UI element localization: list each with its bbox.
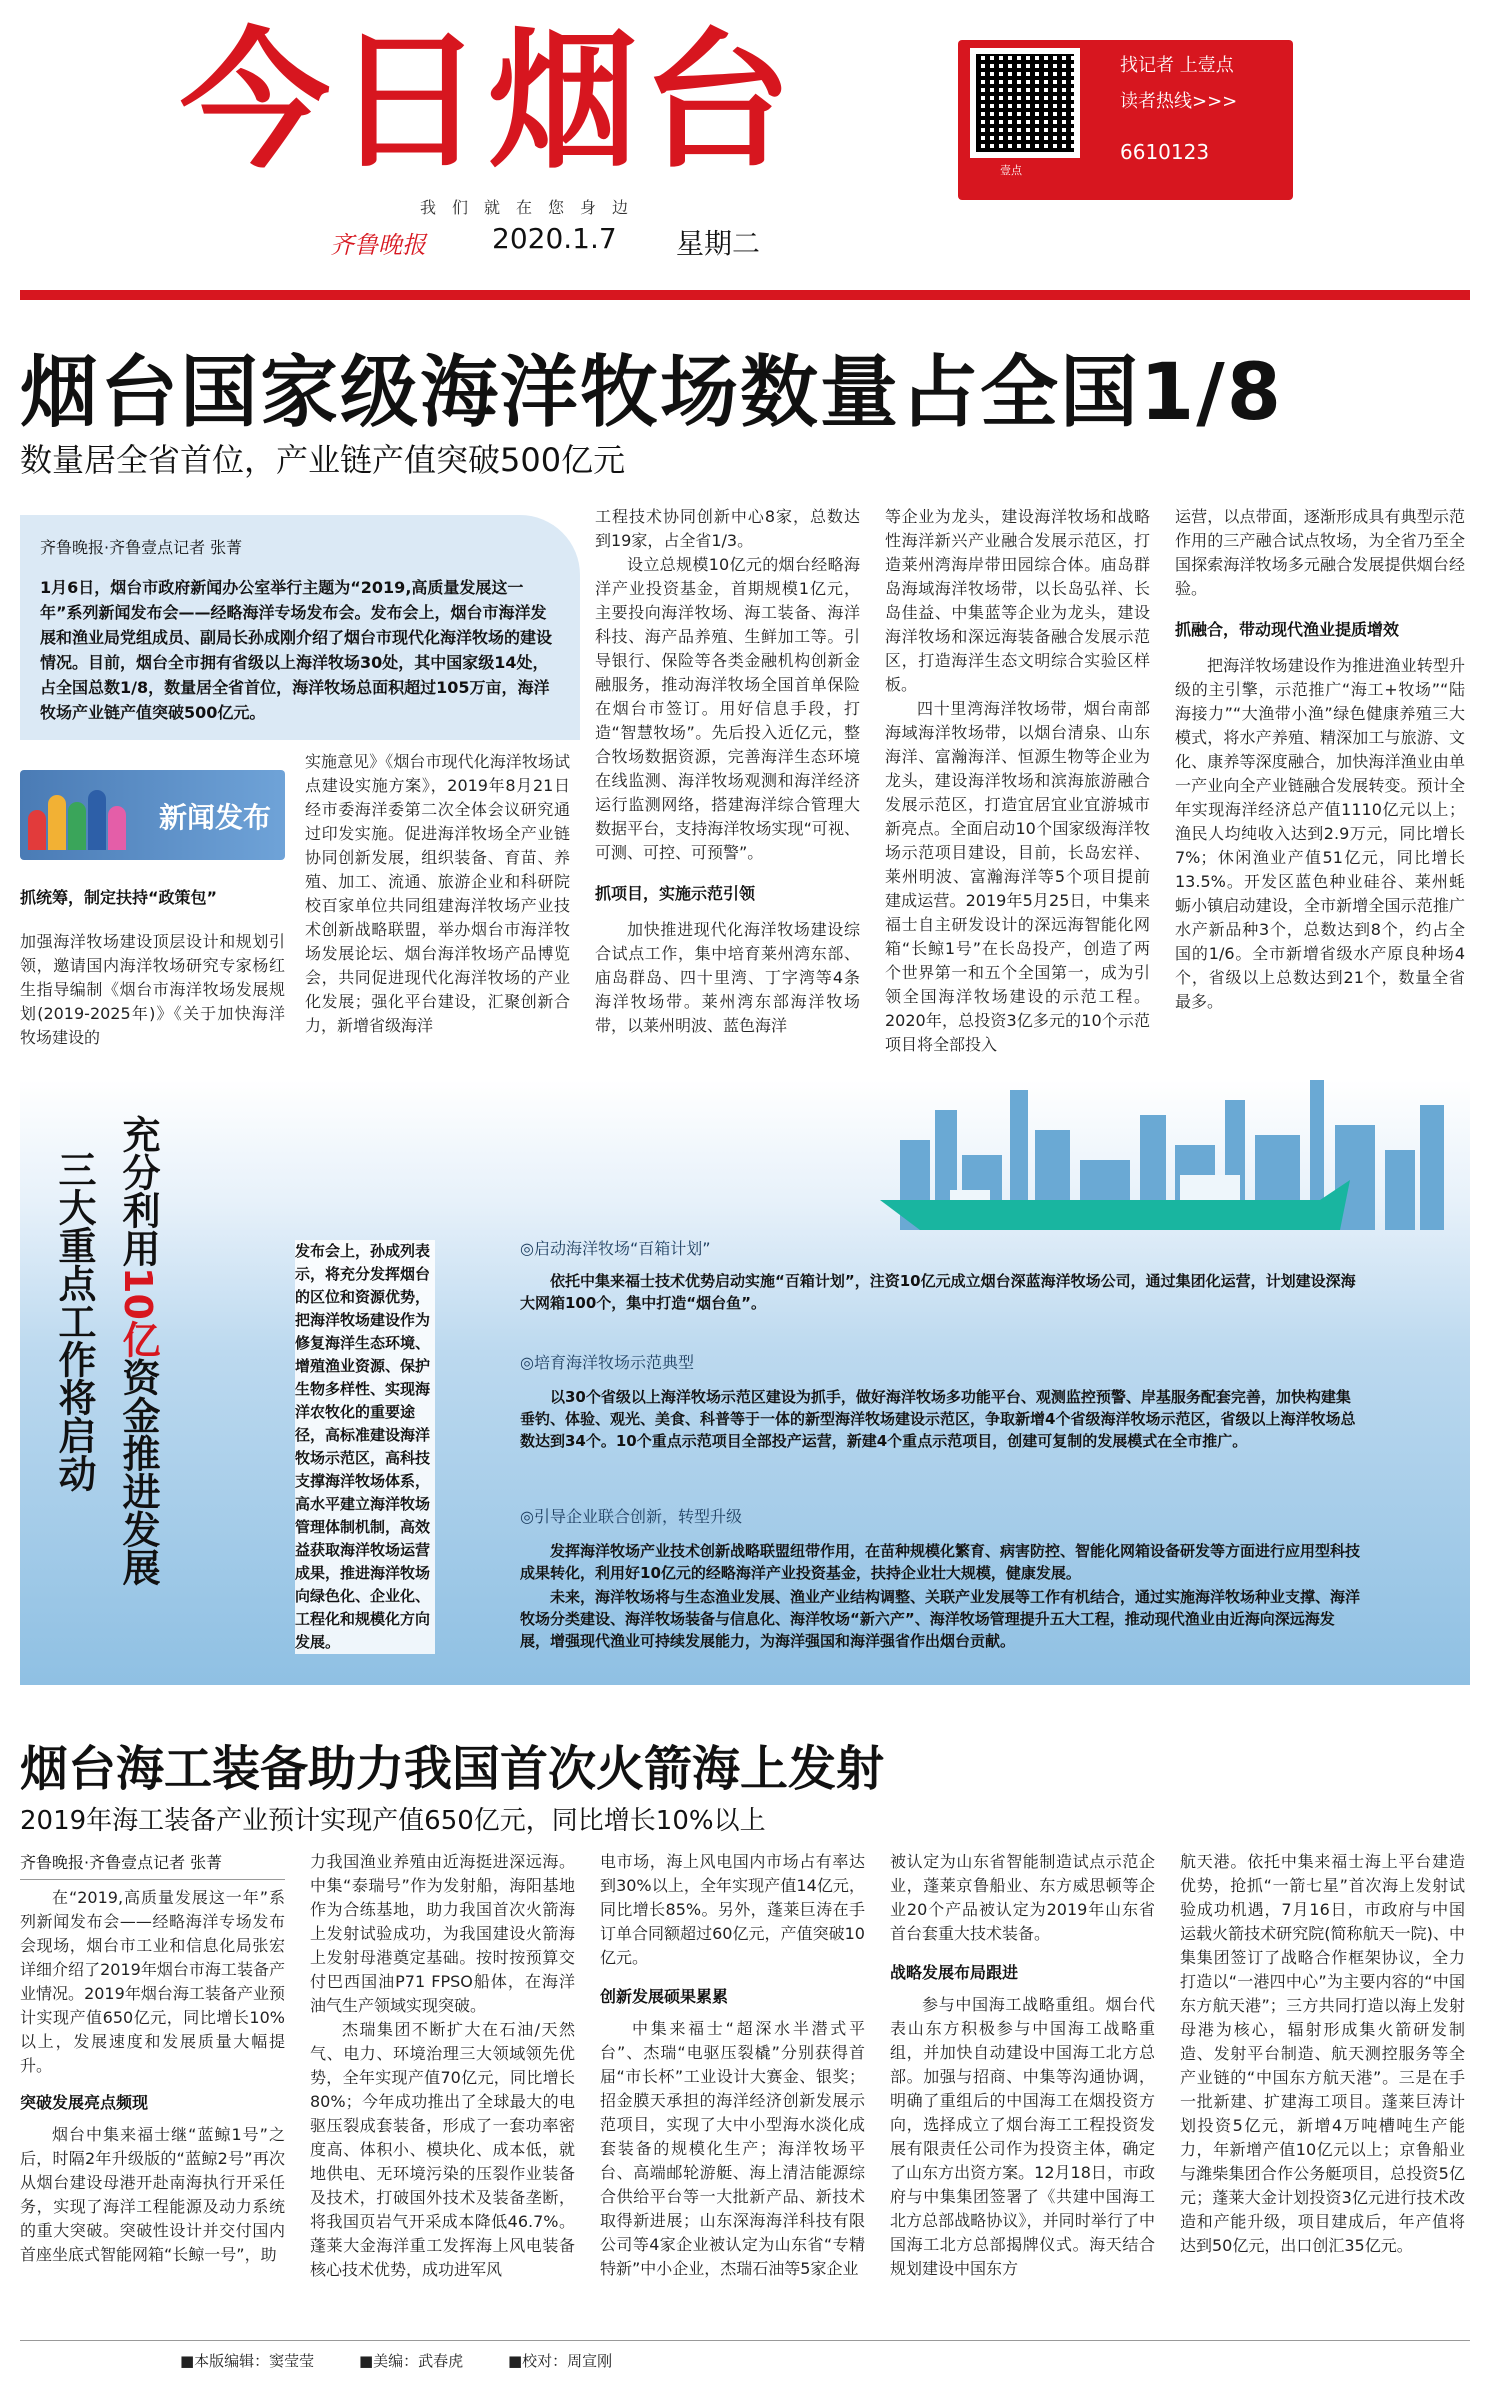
paragraph: 设立总规模10亿元的烟台经略海洋产业投资基金，首期规模1亿元，主要投向海洋牧场、海工装备、海洋科技、海产品养殖、生鲜加工等。引导银行、保险等各类金融机构创新金融服务，推动海洋牧场全国首单保险在烟台市签订。用好信息手段，打造“智慧牧场”。先后投入近亿元，整合牧场数据资源，完善海洋生态环境在线监测、海洋牧场观测和海洋经济运行监测网络，搭建海洋综合管理大数据平台，支持海洋牧场实现“可视、可测、可控、可预警”。 bbox=[595, 555, 860, 862]
footer-divider bbox=[20, 2340, 1470, 2341]
story1-lead: 1月6日，烟台市政府新闻办公室举行主题为“2019,高质量发展这一年”系列新闻发布会——经略海洋专场发布会。发布会上，烟台市海洋发展和渔业局党组成员、副局长孙成刚介绍了烟台市现代化海洋牧场的建设情况。目前，烟台全市拥有省级以上海洋牧场30处，其中国家级14处，占全国总数1/8，数量居全省首位，海洋牧场总面积超过105万亩，海洋牧场产业链产值突破500亿元。 bbox=[40, 578, 553, 722]
microphones-icon bbox=[28, 780, 138, 850]
paragraph: 烟台中集来福士继“蓝鲸1号”之后，时隔2年升级版的“蓝鲸2号”再次从烟台建设母港开赴南海执行开采任务，实现了海洋工程能源及动力系统的重大突破。突破性设计并交付国内首座坐底式智能网箱“长鲸一号”，助 bbox=[20, 2125, 285, 2264]
vt-unit: 亿 bbox=[116, 1319, 160, 1358]
story1-key-points bbox=[510, 1232, 1360, 1682]
story1-vertical-subtitle: 三大重点工作将启动 bbox=[52, 1150, 96, 1492]
footer-credits bbox=[180, 2350, 612, 2371]
section-heading: 抓项目，实施示范引领 bbox=[595, 884, 756, 903]
footer-editor: ■本版编辑：窦莹莹 bbox=[180, 2352, 315, 2370]
story1-col3 bbox=[595, 505, 860, 1038]
issue-weekday: 星期二 bbox=[676, 227, 761, 260]
paragraph: 加强海洋牧场建设顶层设计和规划引领，邀请国内海洋牧场研究专家杨红生指导编制《烟台市海洋牧场发展规划(2019-2025年)》《关于加快海洋牧场建设的 bbox=[20, 932, 285, 1047]
paragraph: 杰瑞集团不断扩大在石油/天然气、电力、环境治理三大领域领先优势，全年实现产值70亿元，同比增长80%；今年成功推出了全球最大的电驱压裂成套装备，形成了一套功率密度高、体积小、模块化、成本低，就地供电、无环境污染的压裂作业装备及技术，打破国外技术及装备垄断，将我国页岩气开采成本降低46.7%。蓬莱大金海洋重工发挥海上风电装备核心技术优势，成功进军风 bbox=[310, 2020, 575, 2279]
story1-col1 bbox=[20, 885, 285, 1050]
paragraph: 力我国渔业养殖由近海挺进深远海。中集“泰瑞号”作为发射船，海阳基地作为合练基地，助力我国首次火箭海上发射试验成功，为我国建设火箭海上发射母港奠定基础。按时按预算交付巴西国油P71 FPSO船体，在海洋油气生产领域实现突破。 bbox=[310, 1852, 575, 2015]
hotline-number: 6610123 bbox=[1120, 140, 1210, 164]
masthead-divider bbox=[20, 290, 1470, 300]
paper-name: 齐鲁晚报 bbox=[330, 231, 426, 259]
paragraph: 加快推进现代化海洋牧场建设综合试点工作，集中培育莱州湾东部、庙岛群岛、四十里湾、丁字湾等4条海洋牧场带。莱州湾东部海洋牧场带，以莱州明波、蓝色海洋 bbox=[595, 920, 860, 1035]
story2-col3 bbox=[600, 1850, 865, 2281]
section-heading: 抓统筹，制定扶持“政策包” bbox=[20, 888, 218, 907]
hotline-line1: 找记者 上壹点 bbox=[1120, 55, 1234, 76]
story2-col2 bbox=[310, 1850, 575, 2282]
footer-design: ■美编：武春虎 bbox=[358, 2352, 464, 2370]
point1-title: ◎启动海洋牧场“百箱计划” bbox=[520, 1239, 711, 1258]
section-heading: 抓融合，带动现代渔业提质增效 bbox=[1175, 620, 1400, 639]
paragraph: 被认定为山东省智能制造试点示范企业，蓬莱京鲁船业、东方威思顿等企业20个产品被认定为2019年山东省首台套重大技术装备。 bbox=[890, 1852, 1155, 1943]
point2-text: 以30个省级以上海洋牧场示范区建设为抓手，做好海洋牧场多功能平台、观测监控预警、岸基服务配套完善，加快构建集垂钓、体验、观光、美食、科普等于一体的新型海洋牧场建设示范区，争取新增4个省级海洋牧场示范区，省级以上海洋牧场总数达到34个。10个重点示范项目全部投产运营，新建4个重点示范项目，创建可复制的发展模式在全市推广。 bbox=[520, 1388, 1356, 1450]
story2-byline: 齐鲁晚报·齐鲁壹点记者 张菁 bbox=[20, 1853, 223, 1872]
story2-col5 bbox=[1180, 1850, 1465, 2258]
paragraph: 等企业为龙头，建设海洋牧场和战略性海洋新兴产业融合发展示范区，打造莱州湾海岸带田园综合体。庙岛群岛海域海洋牧场带，以长岛弘祥、长岛佳益、中集蓝等企业为龙头，建设海洋牧场和深远海装备融合发展示范区，打造海洋生态文明综合实验区样板。 bbox=[885, 507, 1150, 694]
masthead-slogan: 我们就在您身边 bbox=[420, 198, 645, 217]
story1-left-summary: 发布会上，孙成列表示，将充分发挥烟台的区位和资源优势，把海洋牧场建设作为修复海洋生态环境、增殖渔业资源、保护生物多样性、实现海洋农牧化的重要途径，高标准建设海洋牧场示范区，高科技支撑海洋牧场体系，高水平建立海洋牧场管理体制机制，高效益获取海洋牧场运营成果，推进海洋牧场向绿色化、企业化、工程化和规模化方向发展。 bbox=[295, 1240, 435, 1654]
story2-col4 bbox=[890, 1850, 1155, 2281]
paragraph: 四十里湾海洋牧场带，烟台南部海域海洋牧场带，以烟台清泉、山东海洋、富瀚海洋、恒源生物等企业为龙头，建设海洋牧场和滨海旅游融合发展示范区，打造宜居宜业宜游城市新亮点。全面启动10个国家级海洋牧场示范项目建设，目前，长岛宏祥、莱州明波、富瀚海洋等5个项目提前建成运营。2019年5月25日，中集来福士自主研发设计的深远海智能化网箱“长鲸1号”在长岛投产，创造了两个世界第一和五个全国第一，成为引领全国海洋牧场建设的示范工程。2020年，总投资3亿多元的10个示范项目将全部投入 bbox=[885, 699, 1150, 1054]
story1-leadbox bbox=[20, 515, 580, 740]
story1-byline: 齐鲁晚报·齐鲁壹点记者 张菁 bbox=[40, 538, 243, 557]
vt-number: 10 bbox=[116, 1267, 160, 1320]
section-heading: 创新发展硕果累累 bbox=[600, 1987, 729, 2006]
divider bbox=[20, 1879, 285, 1880]
closing-text: 未来，海洋牧场将与生态渔业发展、渔业产业结构调整、关联产业发展等工作有机结合，通过实施海洋牧场种业支撑、海洋牧场分类建设、海洋牧场装备与信息化、海洋牧场“新六产”、海洋牧场管理提升五大工程，推动现代渔业由近海向深远海发展，增强现代渔业可持续发展能力，为海洋强国和海洋强省作出烟台贡献。 bbox=[520, 1588, 1361, 1650]
story1-subheadline: 数量居全省首位，产业链产值突破500亿元 bbox=[20, 441, 626, 479]
footer-proof: ■校对：周宣刚 bbox=[507, 2352, 613, 2370]
point3-title: ◎引导企业联合创新，转型升级 bbox=[520, 1507, 742, 1526]
ship-icon bbox=[880, 1170, 1360, 1240]
vt-post: 资金推进发展 bbox=[116, 1357, 160, 1586]
point2-title: ◎培育海洋牧场示范典型 bbox=[520, 1353, 694, 1372]
story1-vertical-title bbox=[100, 1115, 160, 1586]
section-heading: 战略发展布局跟进 bbox=[890, 1963, 1019, 1982]
hotline-line2: 读者热线>>> bbox=[1120, 91, 1238, 112]
story2-col1 bbox=[20, 1850, 285, 2267]
masthead-title: 今日烟台 bbox=[180, 15, 797, 189]
hotline-text bbox=[1120, 48, 1237, 120]
paragraph: 在“2019,高质量发展这一年”系列新闻发布会——经略海洋专场发布会现场，烟台市工业和信息化局张宏详细介绍了2019年烟台市海工装备产业情况。2019年烟台海工装备产业预计实现产值650亿元，同比增长10%以上，发展速度和发展质量大幅提升。 bbox=[20, 1888, 285, 2075]
story1-col5 bbox=[1175, 505, 1465, 1014]
story2-headline: 烟台海工装备助力我国首次火箭海上发射 bbox=[20, 1741, 885, 1797]
qr-label: 壹点 bbox=[1000, 164, 1022, 177]
paragraph: 运营，以点带面，逐渐形成具有典型示范作用的三产融合试点牧场，为全省乃至全国探索海洋牧场多元融合发展提供烟台经验。 bbox=[1175, 507, 1465, 598]
paragraph: 电市场，海上风电国内市场占有率达到30%以上，全年实现产值14亿元，同比增长85%。另外，蓬莱巨涛在手订单合同额超过60亿元，产值突破10亿元。 bbox=[600, 1852, 865, 1967]
section-heading: 突破发展亮点频现 bbox=[20, 2093, 149, 2112]
paragraph: 把海洋牧场建设作为推进渔业转型升级的主引擎，示范推广“海工+牧场”“陆海接力”“大渔带小渔”绿色健康养殖三大模式，将水产养殖、精深加工与旅游、文化、康养等深度融合，加快海洋渔业由单一产业向全产业链融合发展转变。预计全年实现海洋经济总产值1110亿元以上；渔民人均纯收入达到2.9万元，同比增长7%；休闲渔业产值51亿元，同比增长13.5%。开发区蓝色种业硅谷、莱州蚝蛎小镇启动建设，全市新增全国示范推广水产新品种3个，总数达到8个，约占全国的1/6。全市新增省级水产原良种场4个，省级以上总数达到21个，数量全省最多。 bbox=[1175, 656, 1465, 1011]
news-release-label: 新闻发布 bbox=[158, 801, 271, 834]
story1-col4 bbox=[885, 505, 1150, 1057]
news-release-badge bbox=[20, 770, 285, 860]
paragraph: 实施意见》《烟台市现代化海洋牧场试点建设实施方案》，2019年8月21日经市委海洋委第二次全体会议研究通过印发实施。促进海洋牧场全产业链协同创新发展，组织装备、育苗、养殖、加工、流通、旅游企业和科研院校百家单位共同组建海洋牧场产业技术创新战略联盟，举办烟台市海洋牧场发展论坛、烟台海洋牧场产品博览会，共同促进现代化海洋牧场的产业化发展；强化平台建设，汇聚创新合力，新增省级海洋 bbox=[305, 752, 570, 1035]
paragraph: 中集来福士“超深水半潜式平台”、杰瑞“电驱压裂橇”分别获得首届“市长杯”工业设计大赛金、银奖；招金膜天承担的海洋经济创新发展示范项目，实现了大中小型海水淡化成套装备的规模化生产；海洋牧场平台、高端邮轮游艇、海上清洁能源综合供给平台等一大批新产品、新技术取得新进展；山东深海海洋科技有限公司等4家企业被认定为山东省“专精特新”中小企业，杰瑞石油等5家企业 bbox=[600, 2019, 865, 2278]
paragraph: 参与中国海工战略重组。烟台代表山东方积极参与中国海工战略重组，并加快自动建设中国海工北方总部。加强与招商、中集等沟通协调，明确了重组后的中国海工在烟投资方向，选择成立了烟台海工工程投资发展有限责任公司作为投资主体，确定了山东方出资方案。12月18日，市政府与中集集团签署了《共建中国海工北方总部战略协议》，并同时举行了中国海工北方总部揭牌仪式。海天结合规划建设中国东方 bbox=[890, 1995, 1155, 2278]
point1-text: 依托中集来福士技术优势启动实施“百箱计划”，注资10亿元成立烟台深蓝海洋牧场公司，通过集团化运营，计划建设深海大网箱100个，集中打造“烟台鱼”。 bbox=[520, 1272, 1356, 1312]
story2-subheadline: 2019年海工装备产业预计实现产值650亿元，同比增长10%以上 bbox=[20, 1806, 766, 1836]
paragraph: 航天港。依托中集来福士海上平台建造优势，抢抓“一箭七星”首次海上发射试验成功机遇，7月16日，市政府与中国运载火箭技术研究院(简称航天一院)、中集集团签订了战略合作框架协议，全力打造以“一港四中心”为主要内容的“中国东方航天港”；三方共同打造以海上发射母港为核心，辐射形成集火箭研发制造、发射平台制造、航天测控服务等全产业链的“中国东方航天港”。三是在手一批新建、扩建海工项目。蓬莱巨涛计划投资5亿元，新增4万吨槽吨生产能力，年新增产值10亿元以上；京鲁船业与潍柴集团合作公务艇项目，总投资5亿元；蓬莱大金计划投资3亿元进行技术改造和产能升级，项目建成后，年产值将达到50亿元，出口创汇35亿元。 bbox=[1180, 1852, 1465, 2255]
story1-headline: 烟台国家级海洋牧场数量占全国1/8 bbox=[20, 348, 1284, 438]
issue-date: 2020.1.7 bbox=[492, 222, 617, 255]
paragraph: 工程技术协同创新中心8家，总数达到19家，占全省1/3。 bbox=[595, 507, 860, 550]
point3-text: 发挥海洋牧场产业技术创新战略联盟纽带作用，在苗种规模化繁育、病害防控、智能化网箱设备研发等方面进行应用型科技成果转化，利用好10亿元的经略海洋产业投资基金，扶持企业壮大规模，健康发展。 bbox=[520, 1542, 1361, 1582]
qr-code-icon[interactable] bbox=[970, 48, 1080, 158]
vt-pre: 充分利用 bbox=[116, 1115, 160, 1267]
story1-col2 bbox=[305, 750, 570, 1038]
